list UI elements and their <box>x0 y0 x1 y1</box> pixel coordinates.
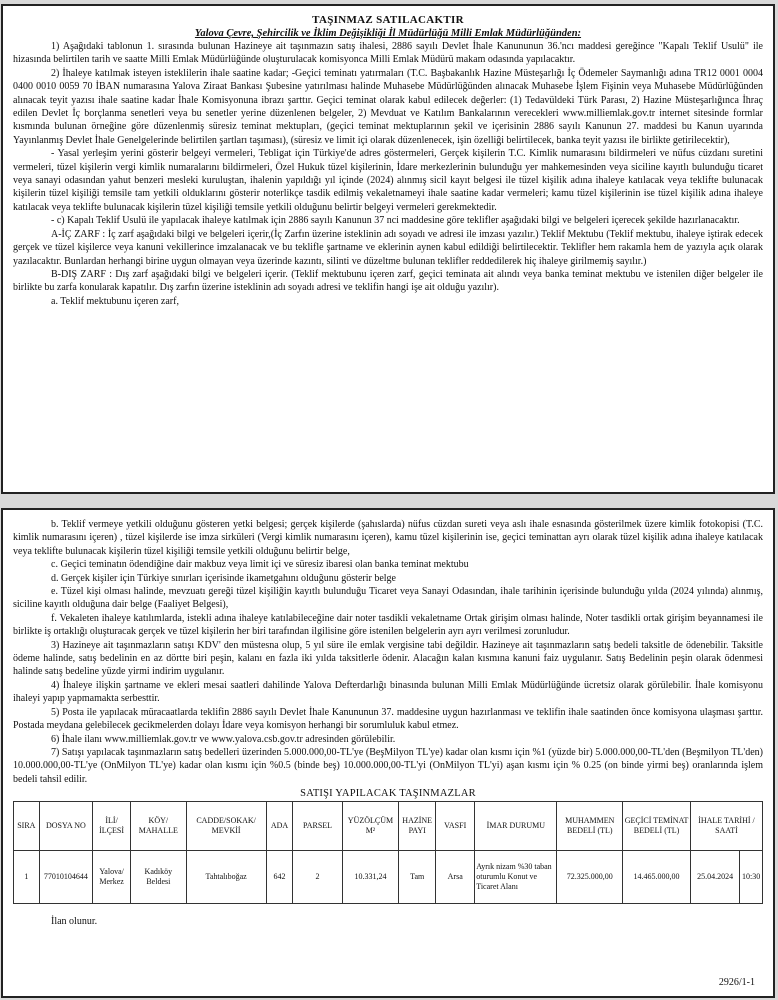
table-cell: Tam <box>399 851 436 904</box>
table-cell: Yalova/ Merkez <box>93 851 131 904</box>
column-header: SIRA <box>14 802 40 851</box>
paragraph: f. Vekaleten ihaleye katılımlarda, istekli adına ihaleye katılabileceğine dair noter tasdikli vekaletname Ortak girişim olması halinde, Noter tasdikli ortak girişim beyannamesi ile birlikte iş ortaklığı oluşturacak gerçek ve tüzel kişilerin her biri tarafından ilgilisine göre istenilen belgelerin ayrı ayrı verilmesi zorunludur. <box>13 612 763 638</box>
table-cell: 10.331,24 <box>342 851 399 904</box>
column-header: İMAR DURUMU <box>475 802 557 851</box>
paragraph: - c) Kapalı Teklif Usulü ile yapılacak ihaleye katılmak için 2886 sayılı Kanunun 37 nci maddesine göre teklifler aşağıdaki bilgi ve belgeleri içerecek şekilde hazırlanacaktır. <box>51 215 740 227</box>
table-cell: 77010104644 <box>39 851 92 904</box>
table-cell: Arsa <box>436 851 475 904</box>
column-header: KÖY/ MAHALLE <box>131 802 186 851</box>
table-cell: 72.325.000,00 <box>557 851 623 904</box>
column-header: İHALE TARİHİ / SAATİ <box>690 802 762 851</box>
paragraph: 1) Aşağıdaki tablonun 1. sırasında bulunan Hazineye ait taşınmazın satış ihalesi, 2886 sayılı Devlet İhale Kanununun 36.'ncı maddesi gereğince "Kapalı Teklif Usulü" ile hizasında belirtilen tarih ve saatte Milli Emlak Müdürlüğünde oluşturulacak komisyonca Milli Emlak Müdürü makam odasında yapılacaktır. <box>13 41 763 66</box>
table-cell: 14.465.000,00 <box>623 851 691 904</box>
closing-text: İlan olunur. <box>51 916 98 928</box>
paragraph: b. Teklif vermeye yetkili olduğunu gösteren yetki belgesi; gerçek kişilerde (şahıslarda) nüfus cüzdan sureti veya aslı ihale esnasında gösterilmek üzere kimlik fotokopisi (T.C. kimlik numarasını içeren) , tüzel kişilerde ise imza sirküleri (Vergi kimlik numarasını içeren), kamu tüzel kişilerinin ise, geçici teminattan ayrı olarak tüzel kişilik adına ihaleye katılacak veya teklifte bulunacak kişilerin tüzel kişiliği temsile yetkili olduğunu belirtir belge, <box>13 519 763 557</box>
table-cell: 10:30 <box>740 851 763 904</box>
table-cell: 1 <box>14 851 40 904</box>
column-header: İLİ/ İLÇESİ <box>93 802 131 851</box>
table-header-row <box>14 802 763 851</box>
table-cell: Tahtalıboğaz <box>186 851 266 904</box>
column-header: VASFI <box>436 802 475 851</box>
table-cell: 25.04.2024 <box>690 851 739 904</box>
column-header: HAZİNE PAYI <box>399 802 436 851</box>
paragraph: d. Gerçek kişiler için Türkiye sınırları içerisinde ikametgahını olduğunu gösterir belge <box>51 572 396 584</box>
table-cell: Ayrık nizam %30 taban oturumlu Konut ve Ticaret Alanı <box>475 851 557 904</box>
column-header: YÜZÖLÇÜM M² <box>342 802 399 851</box>
paragraph: - Yasal yerleşim yerini gösterir belgeyi vermeleri, Tebligat için Türkiye'de adres göstermeleri, Gerçek kişilerin T.C. Kimlik numarasını bildirmeleri ve nüfus cüzdanı suretini vermeleri, tüzel kişilerin vergi kimlik numaralarını bildirmeleri, Özel Hukuk tüzel kişilerinin, İdare merkezlerinin bulunduğu yer mahkemesinden veya siciline kayıtlı bulunduğu ticaret veya sanayi odasından yahut benzeri mesleki kuruluştan, ihalenin yapıldığı yıl içinde (2024) alınmış sicil kayıt belgesi ile tüzel kişilik adına ihaleye katılacak veya teklifte bulunacak kişilerin tüzel kişiliği temsile tam yetkili olduklarını gösterir noterlikçe tasdik edilmiş vekaletnameyi ihale saatine kadar vermeleri; kamu tüzel kişilerinin ise tüzel kişilik adına ihaleye katılacak veya teklifte bulunacak kişilerin tüzel kişiliği temsile yetkili olduğunu belirtir belgeyi vermeleri gerekmektedir. <box>13 148 763 213</box>
notice-panel-top <box>1 4 775 494</box>
paragraph: 4) İhaleye ilişkin şartname ve ekleri mesai saatleri dahilinde Yalova Defterdarlığı binasında bulunan Milli Emlak Müdürlüğünde ücretsiz olarak görülebilir. İhale komisyonu ihaleyi yapıp yapmamakta serbesttir. <box>13 679 763 705</box>
property-table <box>13 801 763 904</box>
paragraph: 3) Hazineye ait taşınmazların satışı KDV' den müstesna olup, 5 yıl süre ile emlak vergisine tabi değildir. Hazineye ait taşınmazların satış bedeli taksitle de ödenebilir. Taksitle ödeme halinde, satış bedelinin en az dörtte biri peşin, kalanı en fazla iki yılda taksitlerle ödenir. Alacağın kalan kısmına kanuni faiz uygulanır. Satış Bedelinin peşin olarak ödenmesi halinde satış bedeline yüzde yirmi indirim uygulanır. <box>13 639 763 678</box>
notice-panel-bottom <box>1 508 775 998</box>
notice-title: TAŞINMAZ SATILACAKTIR <box>312 14 464 26</box>
paragraph: A-İÇ ZARF : İç zarf aşağıdaki bilgi ve belgeleri içerir,(İç Zarfın üzerine isteklinin adı soyadı ve adresi ile imzası yazılır.) Teklif Mektubu (Teklif mektubu, ihaleye iştirak edecek gerçek ve tüzel kişilerce veya kanuni vekillerince imzalanacak ve bu teklifle şartname ve eklerinin aynen kabul edildiği belirtilecektir. Teklifler hem rakamla hem de yazıyla açık olarak yazılacaktır. Bunlardan herhangi birine uygun olmayan veya üzerinde kazıntı, silinti ve düzeltme bulunan teklifler reddedilerek hiç ihaleye girilmemiş sayılır.) <box>13 228 763 267</box>
column-header: DOSYA NO <box>39 802 92 851</box>
reference-number: 2926/1-1 <box>718 977 755 988</box>
column-header: GEÇİCİ TEMİNAT BEDELİ (TL) <box>623 802 691 851</box>
paragraph: 5) Posta ile yapılacak müracaatlarda teklifin 2886 sayılı Devlet İhale Kanununun 37. maddesine uygun hazırlanması ve teklifin ihale saatinden önce komisyona ulaşması şarttır. Postada meydana gelebilecek gecikmelerden dolayı İdare veya komisyon herhangi bir sorumluluk kabul etmez. <box>13 706 763 732</box>
column-header: ADA <box>266 802 293 851</box>
column-header: CADDE/SOKAK/ MEVKİİ <box>186 802 266 851</box>
paragraph: B-DIŞ ZARF : Dış zarf aşağıdaki bilgi ve belgeleri içerir. (Teklif mektubunu içeren zarf, geçici teminata ait alındı veya banka teminat mektubu ve istenilen diğer belgeler ile birlikte bu zarfa konularak kapatılır. Dış zarfın üzerine isteklinin adı soyadı adresi ve teklifin hangi işe ait olduğu yazılır). <box>13 268 763 294</box>
paragraph: 7) Satışı yapılacak taşınmazların satış bedelleri üzerinden 5.000.000,00-TL'ye (BeşMilyon TL'ye) kadar olan kısmı için %1 (yüzde bir) 5.000.000,00-TL'den (Beşmilyon TL'den) 10.000.000,00-TL'ye (OnMilyon TL'ye) kadar olan kısmı için %0.5 (binde beş) 10.000.000,00-TL'yi (OnMilyon TL'yi) aşan kısmı için % 0.25 (on binde yirmi beş) oranlarında işlem bedeli tahsil edilir. <box>13 746 763 785</box>
table-cell: Kadıköy Beldesi <box>131 851 186 904</box>
paragraph: e. Tüzel kişi olması halinde, mevzuatı gereği tüzel kişiliğin kayıtlı bulunduğu Ticaret veya Sanayi Odasından, ihale tarihinin içerisinde bulunduğu yılda (2024 yılında) alınmış, siciline kayıtlı olduğuna dair belge (Faaliyet Belgesi), <box>13 586 763 611</box>
notice-subtitle: Yalova Çevre, Şehircilik ve İklim Değişikliği İl Müdürlüğü Milli Emlak Müdürlüğünden: <box>194 28 582 39</box>
table-cell: 2 <box>293 851 342 904</box>
paragraph: c. Geçici teminatın ödendiğine dair makbuz veya limit içi ve süresiz ibaresi olan banka teminat mektubu <box>51 559 469 571</box>
paragraph: 6) İhale ilanı www.milliemlak.gov.tr ve www.yalova.csb.gov.tr adresinden görülebilir. <box>51 733 396 745</box>
table-row <box>14 851 763 904</box>
paragraph: a. Teklif mektubunu içeren zarf, <box>51 295 179 307</box>
paragraph: 2) İhaleye katılmak isteyen isteklilerin ihale saatine kadar; -Geçici teminatı yatırmaları (T.C. Başbakanlık Hazine Müsteşarlığı İç Ödemeler Saymanlığı adına TR12 0001 0004 0400 0010 0059 70 İBAN numarasına Yalova Ziraat Bankası Şubesine yatırılması halinde Muhasebe Müdürlüğünden alınacak Muhasebe İşlem Fişinin veya Muhasebe Müdürlüğünden alınacak teyit yazısı ihale saatine kadar İhale Komisyonuna ibrazı şarttır. Geçici teminat olarak kabul edilecek değerler: (1) Tedavüldeki Türk Parası, 2) Hazine Müsteşarlığınca İhraç edilen Devlet İç borçlanma senetleri veya bu senetler yerine düzenlenen belgeler, 2) Mevduat ve Katılım Bankalarının verecekleri www.milliemlak.gov.tr internet sitesinde formlar kısmında bulunan örneğine göre düzenlenmiş süresiz teminat mektupları, (geçici teminat mektuplarının şekil ve içerisinin 2886 sayılı Kanunun 27. maddesi bu Kanun uyarında Yayınlanmış Devlet İhale Genelgelerinde belirtilen şartları taşıması), (süresiz ve limit içi olarak düzenlenecek, işin özelliği belirtilecek, banka teyit yazısı ile birlikte getirilecektir), <box>13 67 763 146</box>
column-header: MUHAMMEN BEDELİ (TL) <box>557 802 623 851</box>
table-title: SATIŞI YAPILACAK TAŞINMAZLAR <box>300 788 476 800</box>
table-cell: 642 <box>266 851 293 904</box>
column-header: PARSEL <box>293 802 342 851</box>
